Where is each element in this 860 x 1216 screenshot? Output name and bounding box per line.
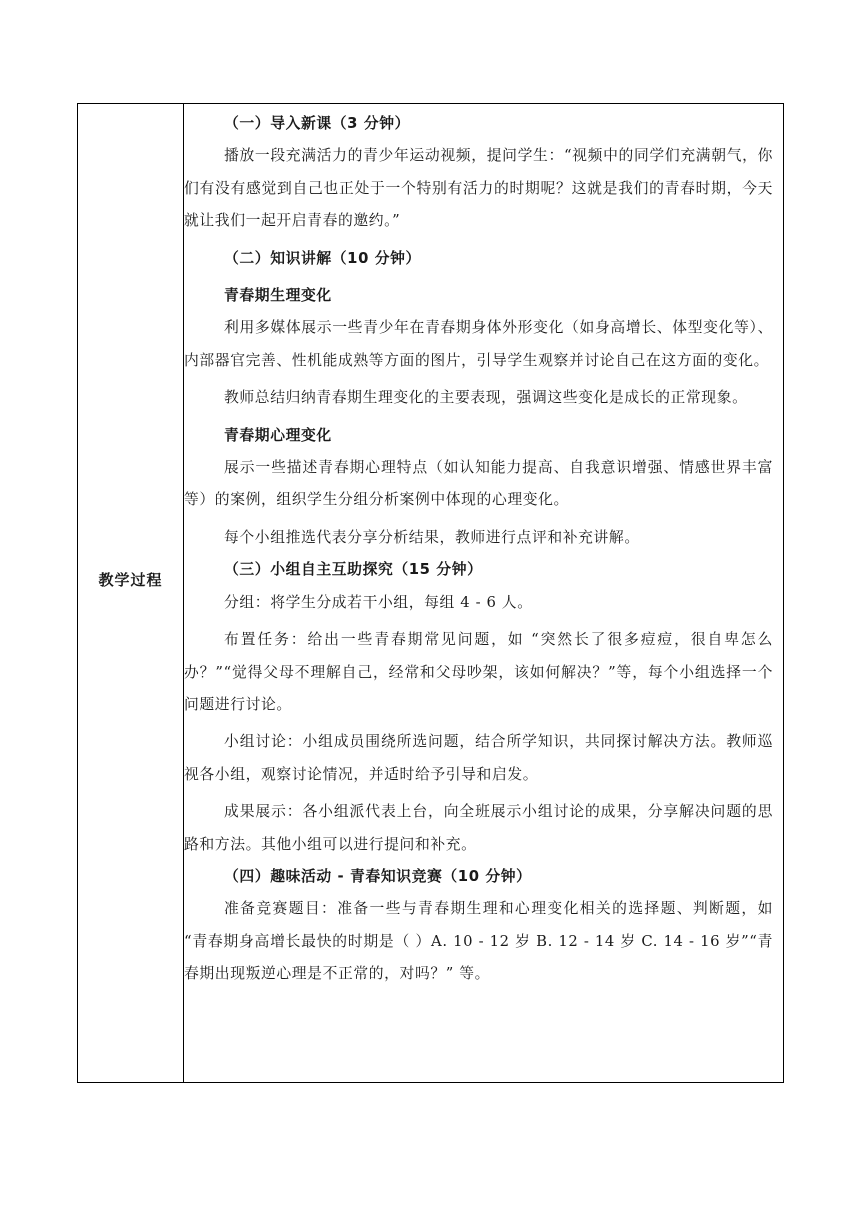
section-heading-quiz: （四）趣味活动 - 青春知识竞赛（10 分钟） (224, 867, 532, 885)
subheading-psychology: 青春期心理变化 (224, 426, 332, 444)
paragraph: 展示一些描述青春期心理特点（如认知能力提高、自我意识增强、情感世界丰富等）的案例，组织学生分组分析案例中体现的心理变化。 (184, 459, 773, 509)
section-heading-group-inquiry: （三）小组自主互助探究（15 分钟） (224, 561, 483, 579)
section-heading-intro: （一）导入新课（3 分钟） (224, 115, 411, 132)
paragraph: 分组：将学生分成若干小组，每组 4 - 6 人。 (224, 593, 533, 611)
paragraph: 小组讨论：小组成员围绕所选问题，结合所学知识，共同探讨解决方法。教师巡视各小组，观察讨论情况，并适时给予引导和启发。 (184, 733, 773, 783)
row-label-cell (78, 104, 184, 1082)
paragraph: 布置任务：给出一些青春期常见问题，如 “突然长了很多痘痘，很自卑怎么办？”“觉得父母不理解自己，经常和父母吵架，该如何解决？”等，每个小组选择一个问题进行讨论。 (184, 631, 773, 713)
paragraph: 准备竞赛题目：准备一些与青春期生理和心理变化相关的选择题、判断题，如 “青春期身高增长最快的时期是（ ）A. 10 - 12 岁 B. 12 - 14 岁 C. 14 - 16 岁”“青春期出现叛逆心理是不正常的，对吗？” 等。 (184, 900, 773, 983)
section-heading-knowledge: （二）知识讲解（10 分钟） (224, 249, 421, 267)
paragraph: 成果展示：各小组派代表上台，向全班展示小组讨论的成果，分享解决问题的思路和方法。其他小组可以进行提问和补充。 (184, 803, 773, 853)
paragraph: 利用多媒体展示一些青少年在青春期身体外形变化（如身高增长、体型变化等）、内部器官完善、性机能成熟等方面的图片，引导学生观察并讨论自己在这方面的变化。 (184, 319, 773, 369)
content-cell (184, 104, 783, 1082)
paragraph: 教师总结归纳青春期生理变化的主要表现，强调这些变化是成长的正常现象。 (224, 389, 748, 407)
row-label: 教学过程 (98, 570, 163, 589)
lesson-table (77, 103, 784, 1083)
paragraph: 每个小组推选代表分享分析结果，教师进行点评和补充讲解。 (224, 528, 640, 546)
subheading-physiology: 青春期生理变化 (224, 287, 332, 305)
paragraph: 播放一段充满活力的青少年运动视频，提问学生：“视频中的同学们充满朝气，你们有没有感觉到自己也正处于一个特别有活力的时期呢？这就是我们的青春时期，今天就让我们一起开启青春的邀约。” (184, 147, 773, 230)
